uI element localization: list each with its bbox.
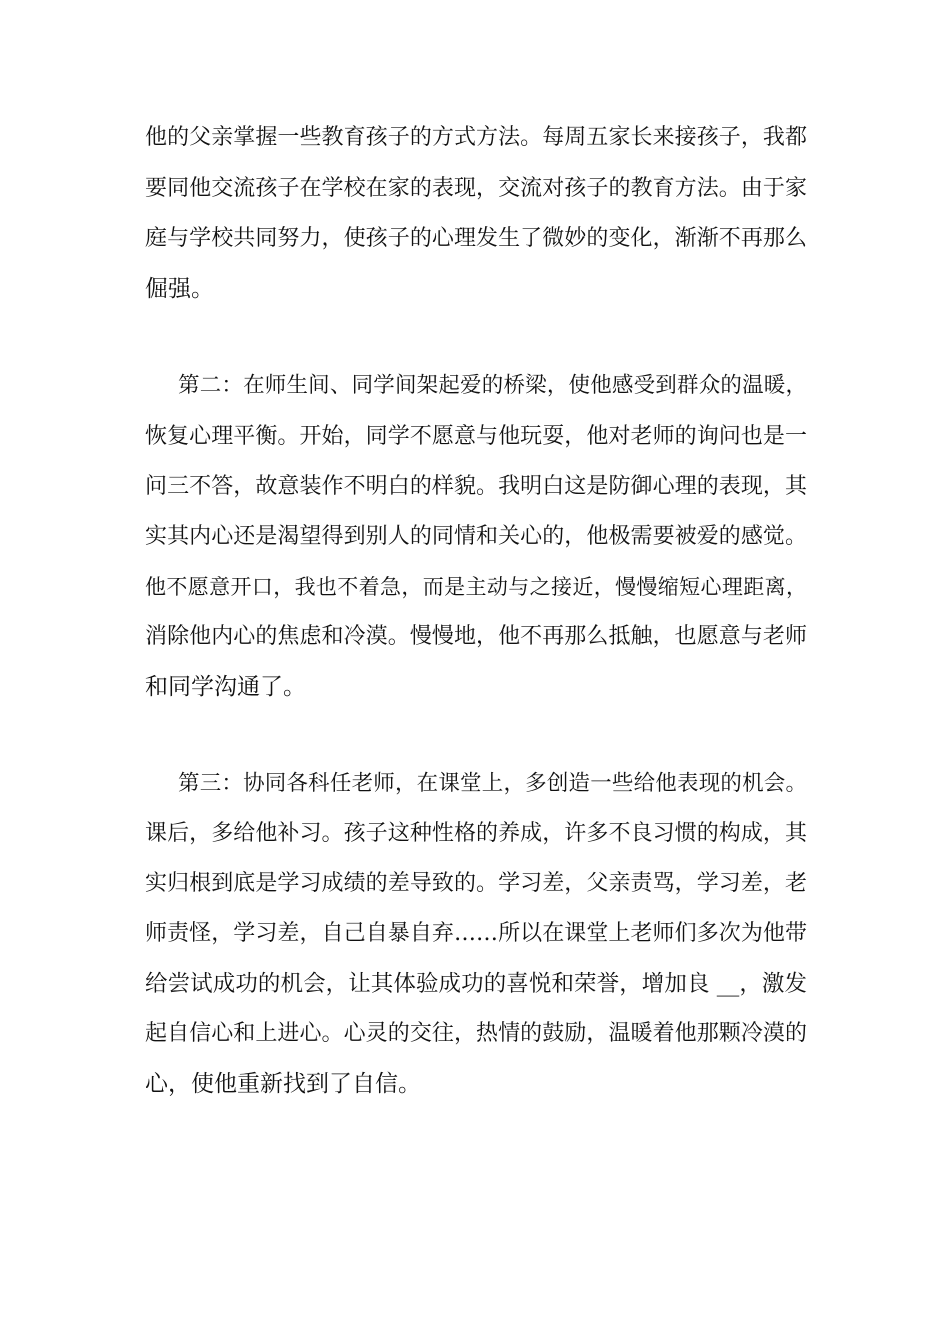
paragraph-2-line-3: 问三不答，故意装作不明白的样貌。我明白这是防御心理的表现，其: [145, 474, 807, 499]
paragraph-1-line-4: 倔强。: [145, 276, 214, 302]
paragraph-3-line-7: 心，使他重新找到了自信。: [145, 1071, 421, 1097]
paragraph-2-line-2: 恢复心理平衡。开始，同学不愿意与他玩耍，他对老师的询问也是一: [145, 424, 807, 449]
paragraph-3-line-3: 实归根到底是学习成绩的差导致的。学习差，父亲责骂，学习差，老: [145, 871, 807, 896]
paragraph-3-line-4: 师责怪，学习差，自己自暴自弃……所以在课堂上老师们多次为他带: [145, 921, 807, 946]
paragraph-3-line-1: 第三：协同各科任老师，在课堂上，多创造一些给他表现的机会。: [178, 771, 807, 796]
paragraph-3-line-6: 起自信心和上进心。心灵的交往，热情的鼓励，温暖着他那颗冷漠的: [145, 1021, 807, 1046]
paragraph-2-line-7: 和同学沟通了。: [145, 674, 306, 700]
paragraph-3-line-5: 给尝试成功的机会，让其体验成功的喜悦和荣誉，增加良 __，激发: [145, 971, 807, 997]
paragraph-3-line-2: 课后，多给他补习。孩子这种性格的养成，许多不良习惯的构成，其: [145, 821, 807, 846]
paragraph-2-line-4: 实其内心还是渴望得到别人的同情和关心的，他极需要被爱的感觉。: [145, 524, 807, 549]
paragraph-2-line-6: 消除他内心的焦虑和冷漠。慢慢地，他不再那么抵触，也愿意与老师: [145, 624, 807, 649]
paragraph-2-line-1: 第二：在师生间、同学间架起爱的桥梁，使他感受到群众的温暖，: [178, 373, 807, 398]
paragraph-1-line-2: 要同他交流孩子在学校在家的表现，交流对孩子的教育方法。由于家: [145, 176, 807, 201]
paragraph-1-line-1: 他的父亲掌握一些教育孩子的方式方法。每周五家长来接孩子，我都: [145, 125, 807, 150]
paragraph-1-line-3: 庭与学校共同努力，使孩子的心理发生了微妙的变化，渐渐不再那么: [145, 226, 807, 251]
paragraph-2-line-5: 他不愿意开口，我也不着急，而是主动与之接近，慢慢缩短心理距离，: [145, 575, 807, 599]
